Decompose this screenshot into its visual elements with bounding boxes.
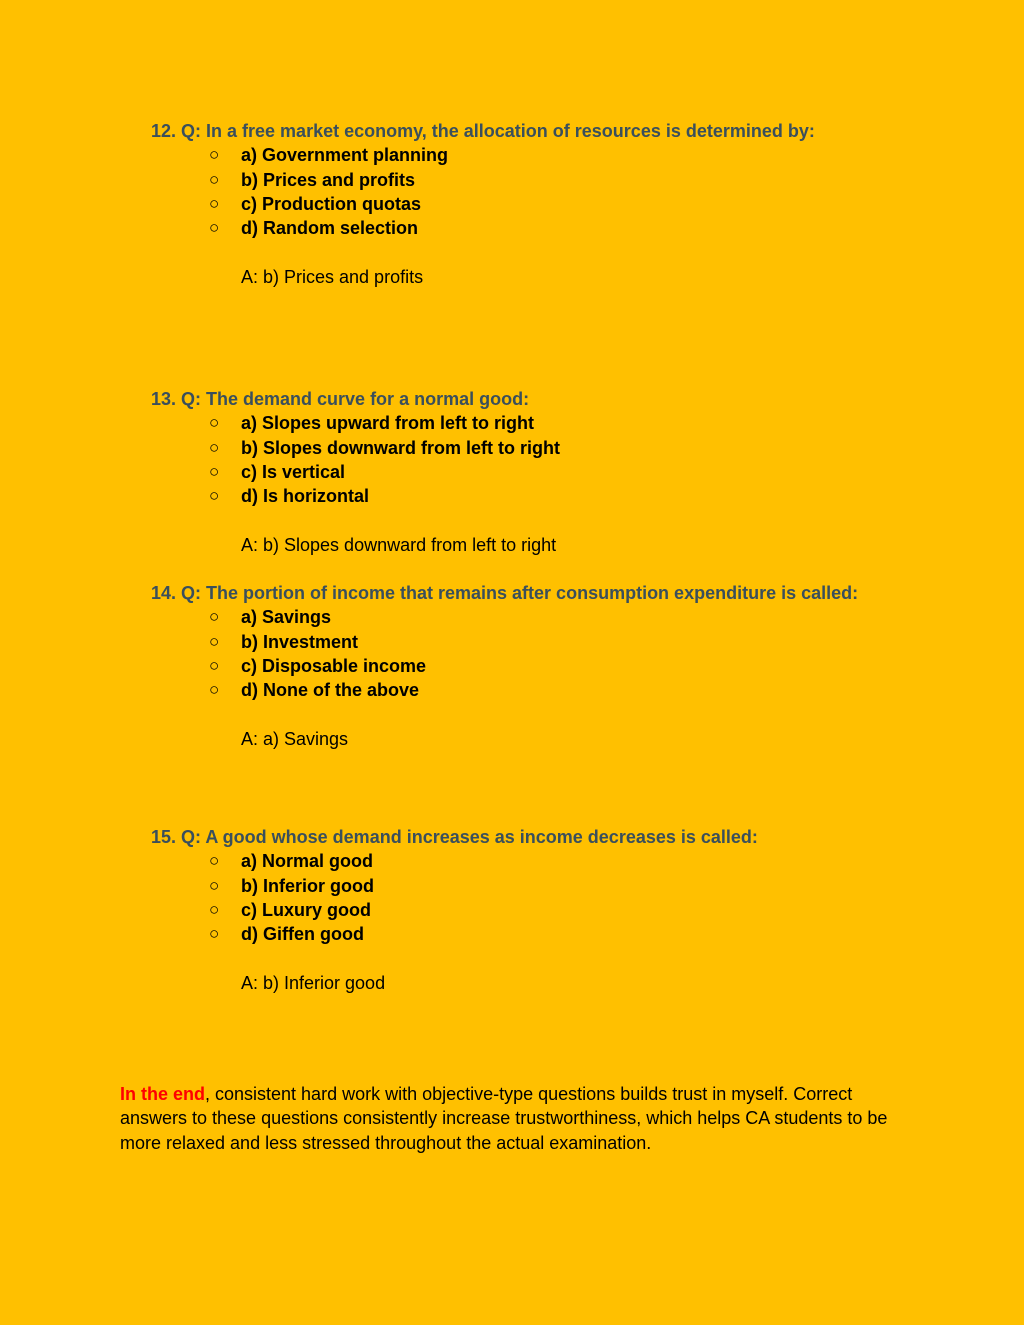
option-label: d) Random selection <box>241 218 419 239</box>
question-title: 15. Q: A good whose demand increases as income decreases is called: <box>151 827 758 847</box>
answer-text: A: b) Prices and profits <box>241 266 424 287</box>
question-13 <box>151 387 931 557</box>
bullet-circle-icon: ○ <box>209 413 220 433</box>
bullet-circle-icon: ○ <box>209 486 220 506</box>
option-label: a) Savings <box>241 607 332 628</box>
option-item <box>151 436 931 460</box>
option-label: d) Giffen good <box>241 924 364 945</box>
bullet-circle-icon: ○ <box>209 461 220 481</box>
option-label: d) None of the above <box>241 680 420 701</box>
option-item <box>151 605 931 629</box>
bullet-circle-icon: ○ <box>209 145 220 165</box>
bullet-circle-icon: ○ <box>209 607 220 627</box>
option-label: c) Is vertical <box>241 461 346 482</box>
option-item <box>151 849 931 873</box>
bullet-circle-icon: ○ <box>209 169 220 189</box>
option-item <box>151 168 931 192</box>
conclusion-text: , consistent hard work with objective-type questions builds trust in myself. Correct answers to these questions consistently increase trustworthiness, which helps CA students to be more relaxed and less stressed throughout the actual examination. <box>120 1084 888 1153</box>
option-item <box>151 143 931 167</box>
bullet-circle-icon: ○ <box>209 924 220 944</box>
conclusion-paragraph <box>120 1082 910 1155</box>
option-item <box>151 411 931 435</box>
answer-text: A: b) Slopes downward from left to right <box>241 534 557 555</box>
bullet-circle-icon: ○ <box>209 899 220 919</box>
bullet-circle-icon: ○ <box>209 193 220 213</box>
option-item <box>151 922 931 946</box>
option-label: c) Luxury good <box>241 899 371 920</box>
options-list <box>151 411 931 508</box>
option-label: a) Slopes upward from left to right <box>241 413 535 434</box>
option-label: c) Production quotas <box>241 193 421 214</box>
option-item <box>151 484 931 508</box>
option-label: c) Disposable income <box>241 655 427 676</box>
option-label: b) Slopes downward from left to right <box>241 437 560 458</box>
answer-text: A: a) Savings <box>241 728 349 749</box>
option-item <box>151 678 931 702</box>
option-label: d) Is horizontal <box>241 486 369 507</box>
bullet-circle-icon: ○ <box>209 875 220 895</box>
bullet-circle-icon: ○ <box>209 218 220 238</box>
options-list <box>151 849 931 946</box>
question-title: 13. Q: The demand curve for a normal good: <box>151 389 530 409</box>
option-item <box>151 874 931 898</box>
options-list <box>151 605 931 702</box>
bullet-circle-icon: ○ <box>209 437 220 457</box>
option-item <box>151 898 931 922</box>
question-12 <box>151 119 931 289</box>
option-item <box>151 654 931 678</box>
answer-text: A: b) Inferior good <box>241 972 386 993</box>
option-item <box>151 216 931 240</box>
option-label: b) Investment <box>241 631 359 652</box>
bullet-circle-icon: ○ <box>209 655 220 675</box>
option-item <box>151 630 931 654</box>
question-title: 14. Q: The portion of income that remains after consumption expenditure is called: <box>151 583 859 603</box>
option-item <box>151 192 931 216</box>
bullet-circle-icon: ○ <box>209 631 220 651</box>
option-label: a) Normal good <box>241 851 374 872</box>
options-list <box>151 143 931 240</box>
question-15 <box>151 825 931 995</box>
bullet-circle-icon: ○ <box>209 851 220 871</box>
option-label: b) Prices and profits <box>241 169 416 190</box>
option-label: a) Government planning <box>241 145 449 166</box>
option-item <box>151 460 931 484</box>
question-14 <box>151 581 931 751</box>
question-title: 12. Q: In a free market economy, the allocation of resources is determined by: <box>151 121 815 141</box>
conclusion-highlight: In the end <box>120 1084 205 1104</box>
bullet-circle-icon: ○ <box>209 680 220 700</box>
option-label: b) Inferior good <box>241 875 374 896</box>
